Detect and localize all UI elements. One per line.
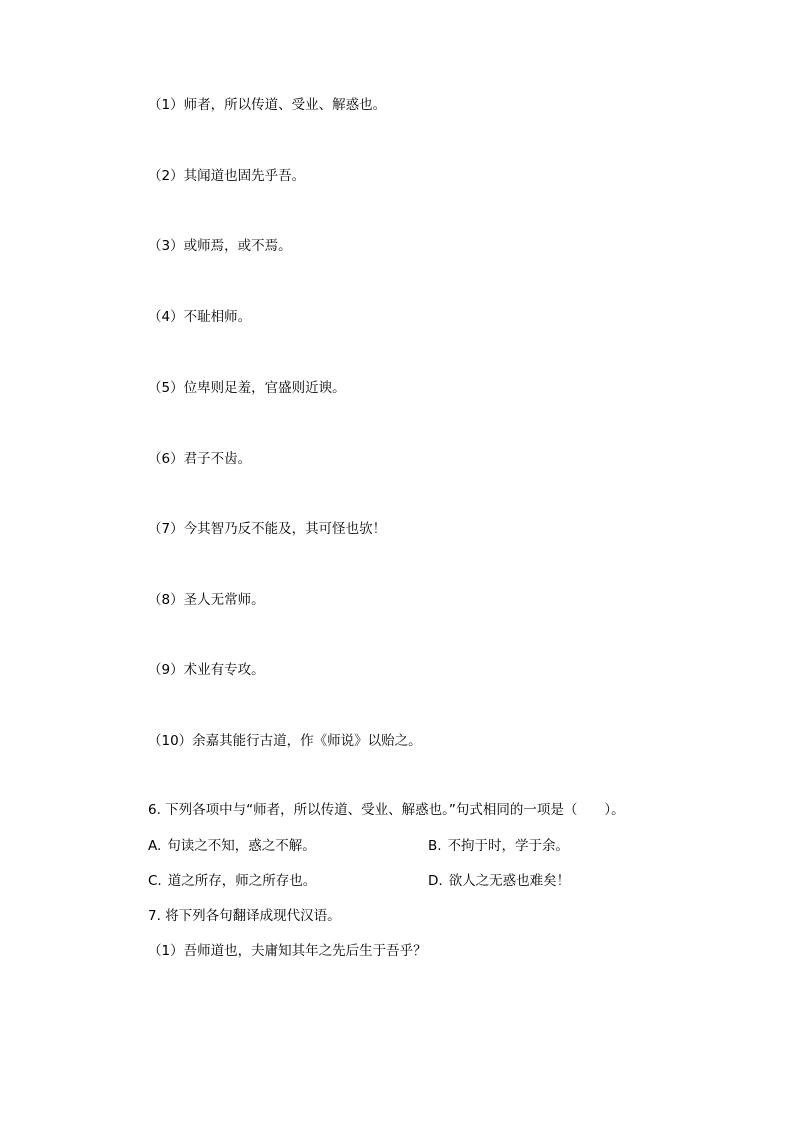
sentence-7: （7）今其智乃反不能及，其可怪也欤！	[148, 521, 387, 537]
option-b-text: 不拘于时，学于余。	[447, 838, 570, 854]
option-a-text: 句读之不知，惑之不解。	[167, 838, 316, 854]
option-d	[428, 872, 570, 890]
option-c-text: 道之所存，师之所存也。	[167, 873, 317, 889]
question-7-item-1: （1）吾师道也，夫庸知其年之先后生于吾乎？	[148, 943, 427, 959]
sentence-3: （3）或师焉，或不焉。	[148, 238, 292, 254]
option-b-letter: B.	[428, 838, 442, 854]
sentence-8: （8）圣人无常师。	[148, 592, 265, 608]
sentence-6: （6）君子不齿。	[148, 451, 252, 467]
option-a	[148, 837, 316, 855]
sentence-9: （9）术业有专攻。	[148, 662, 265, 678]
option-c	[148, 872, 316, 890]
option-a-letter: A.	[148, 838, 162, 854]
question-6-stem: 6. 下列各项中与“师者，所以传道、受业、解惑也。”句式相同的一项是（ ）。	[148, 802, 625, 818]
option-c-letter: C.	[148, 873, 162, 889]
sentence-5: （5）位卑则足羞，官盛则近谀。	[148, 380, 346, 396]
question-7-stem: 7. 将下列各句翻译成现代汉语。	[148, 908, 341, 924]
sentence-4: （4）不耻相师。	[148, 309, 252, 325]
option-d-letter: D.	[428, 873, 443, 889]
sentence-10: （10）余嘉其能行古道，作《师说》以贻之。	[148, 733, 422, 749]
sentence-1: （1）师者，所以传道、受业、解惑也。	[148, 97, 387, 113]
option-d-text: 欲人之无惑也难矣！	[448, 873, 571, 889]
option-b	[428, 837, 569, 855]
sentence-2: （2）其闻道也固先乎吾。	[148, 168, 306, 184]
